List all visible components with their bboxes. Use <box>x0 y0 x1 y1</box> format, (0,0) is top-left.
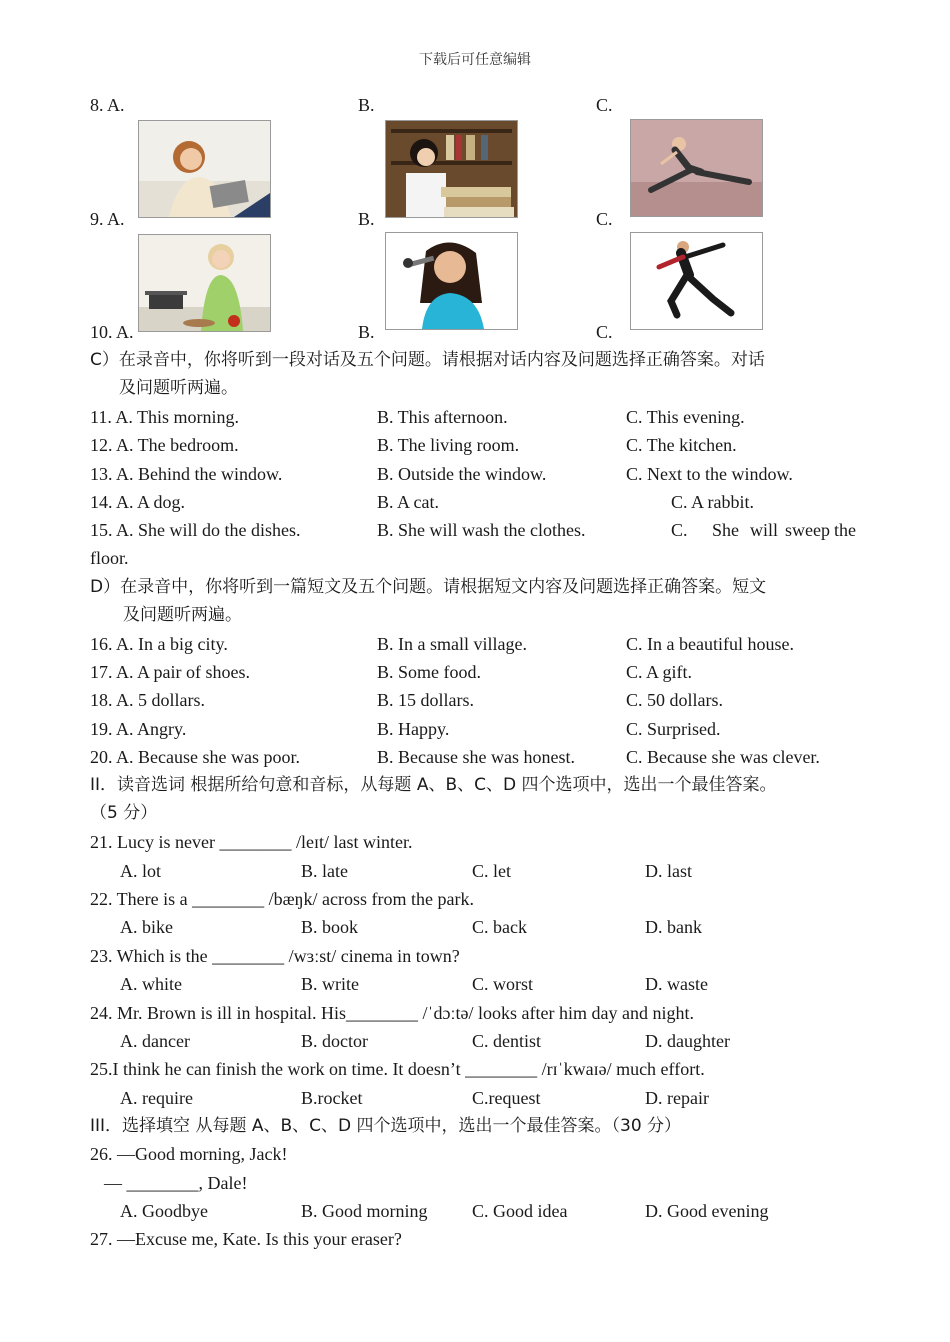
q21-stem: 21. Lucy is never ________ /leɪt/ last winter. <box>90 832 413 852</box>
q22-stem: 22. There is a ________ /bæŋk/ across from the park. <box>90 889 474 909</box>
q11-option-c: C. This evening. <box>626 407 745 427</box>
section-c-instructions: C）在录音中，你将听到一段对话及五个问题。请根据对话内容及问题选择正确答案。对话 <box>90 350 765 370</box>
woman-cooking-image <box>138 234 271 332</box>
q20-option-b: B. Because she was honest. <box>377 747 575 767</box>
q23-option-b: B. write <box>301 974 359 994</box>
q13-option-a: 13. A. Behind the window. <box>90 464 283 484</box>
q21-option-c: C. let <box>472 861 511 881</box>
q26-option-a: A. Goodbye <box>120 1201 208 1221</box>
q25-option-b: B.rocket <box>301 1088 363 1108</box>
q16-option-c: C. In a beautiful house. <box>626 634 794 654</box>
q26-option-c: C. Good idea <box>472 1201 568 1221</box>
q26-option-d: D. Good evening <box>645 1201 769 1221</box>
q15-option-a: 15. A. She will do the dishes. <box>90 520 301 540</box>
q25-option-d: D. repair <box>645 1088 709 1108</box>
q21-option-a: A. lot <box>120 861 162 881</box>
q26-line2: — ________, Dale! <box>104 1173 248 1193</box>
q12-option-a: 12. A. The bedroom. <box>90 435 239 455</box>
man-skating-image <box>630 232 763 330</box>
q17-option-c: C. A gift. <box>626 662 693 682</box>
q20-option-a: 20. A. Because she was poor. <box>90 747 300 767</box>
q14-option-b: B. A cat. <box>377 492 439 512</box>
q10-option-c-label: C. <box>596 322 613 342</box>
q15-option-c-word: floor. <box>90 548 129 568</box>
q26-option-b: B. Good morning <box>301 1201 428 1221</box>
q14-option-c: C. A rabbit. <box>671 492 755 512</box>
q24-stem: 24. Mr. Brown is ill in hospital. His________ /ˈdɔːtə/ looks after him day and night. <box>90 1003 694 1023</box>
q15-option-c-letter: C. <box>671 520 688 540</box>
q18-option-a: 18. A. 5 dollars. <box>90 690 205 710</box>
section-d-instructions: D）在录音中，你将听到一篇短文及五个问题。请根据短文内容及问题选择正确答案。短文 <box>90 577 767 597</box>
girl-reading-books-image <box>385 120 518 218</box>
q24-option-c: C. dentist <box>472 1031 542 1051</box>
q22-option-b: B. book <box>301 917 359 937</box>
q15-option-c-word: the <box>834 520 856 540</box>
q16-option-a: 16. A. In a big city. <box>90 634 228 654</box>
q13-option-b: B. Outside the window. <box>377 464 547 484</box>
q12-option-b: B. The living room. <box>377 435 520 455</box>
q19-option-c: C. Surprised. <box>626 719 721 739</box>
q21-option-d: D. last <box>645 861 692 881</box>
q9-option-c-label: C. <box>596 209 613 229</box>
section-c-instructions-cont: 及问题听两遍。 <box>119 378 238 398</box>
q24-option-b: B. doctor <box>301 1031 368 1051</box>
q15-option-b: B. She will wash the clothes. <box>377 520 586 540</box>
q9-label: 9. A. <box>90 209 125 229</box>
q24-option-d: D. daughter <box>645 1031 730 1051</box>
q22-option-a: A. bike <box>120 917 173 937</box>
q14-option-a: 14. A. A dog. <box>90 492 186 512</box>
q24-option-a: A. dancer <box>120 1031 190 1051</box>
q25-option-c: C.request <box>472 1088 541 1108</box>
section-ii-points: （5 分） <box>90 803 158 823</box>
q22-option-d: D. bank <box>645 917 702 937</box>
girl-stretching-image <box>630 119 763 217</box>
woman-laptop-image <box>138 120 271 218</box>
q8-option-c-label: C. <box>596 95 613 115</box>
section-iii-instructions: III．选择填空 从每题 A、B、C、D 四个选项中，选出一个最佳答案。（30 分） <box>90 1116 682 1136</box>
q18-option-b: B. 15 dollars. <box>377 690 474 710</box>
q8-label: 8. A. <box>90 95 125 115</box>
q22-option-c: C. back <box>472 917 527 937</box>
q15-option-c-word: sweep <box>785 520 830 540</box>
q23-option-c: C. worst <box>472 974 534 994</box>
q25-option-a: A. require <box>120 1088 193 1108</box>
q12-option-c: C. The kitchen. <box>626 435 737 455</box>
q25-stem: 25.I think he can finish the work on time. It doesn’t ________ /rɪˈkwaɪə/ much effort. <box>90 1059 705 1079</box>
q10-label: 10. A. <box>90 322 134 342</box>
q19-option-a: 19. A. Angry. <box>90 719 187 739</box>
q8-option-b-label: B. <box>358 95 375 115</box>
girl-singing-image <box>385 232 518 330</box>
q26-line1: 26. —Good morning, Jack! <box>90 1144 288 1164</box>
q19-option-b: B. Happy. <box>377 719 450 739</box>
q17-option-b: B. Some food. <box>377 662 482 682</box>
q23-option-a: A. white <box>120 974 182 994</box>
q18-option-c: C. 50 dollars. <box>626 690 723 710</box>
q15-option-c-word: will <box>750 520 779 540</box>
q27-line1: 27. —Excuse me, Kate. Is this your eraser? <box>90 1229 402 1249</box>
q13-option-c: C. Next to the window. <box>626 464 793 484</box>
q17-option-a: 17. A. A pair of shoes. <box>90 662 250 682</box>
q20-option-c: C. Because she was clever. <box>626 747 820 767</box>
section-d-instructions-cont: 及问题听两遍。 <box>123 605 242 625</box>
q23-stem: 23. Which is the ________ /wɜːst/ cinema in town? <box>90 946 460 966</box>
q16-option-b: B. In a small village. <box>377 634 527 654</box>
q11-option-b: B. This afternoon. <box>377 407 508 427</box>
q10-option-b-label: B. <box>358 322 375 342</box>
section-ii-instructions: II．读音选词 根据所给句意和音标，从每题 A、B、C、D 四个选项中，选出一个最佳答案。 <box>90 775 777 795</box>
q9-option-b-label: B. <box>358 209 375 229</box>
q21-option-b: B. late <box>301 861 348 881</box>
q15-option-c-word: She <box>712 520 739 540</box>
q23-option-d: D. waste <box>645 974 708 994</box>
page-header: 下载后可任意编辑 <box>419 52 531 68</box>
q11-option-a: 11. A. This morning. <box>90 407 240 427</box>
